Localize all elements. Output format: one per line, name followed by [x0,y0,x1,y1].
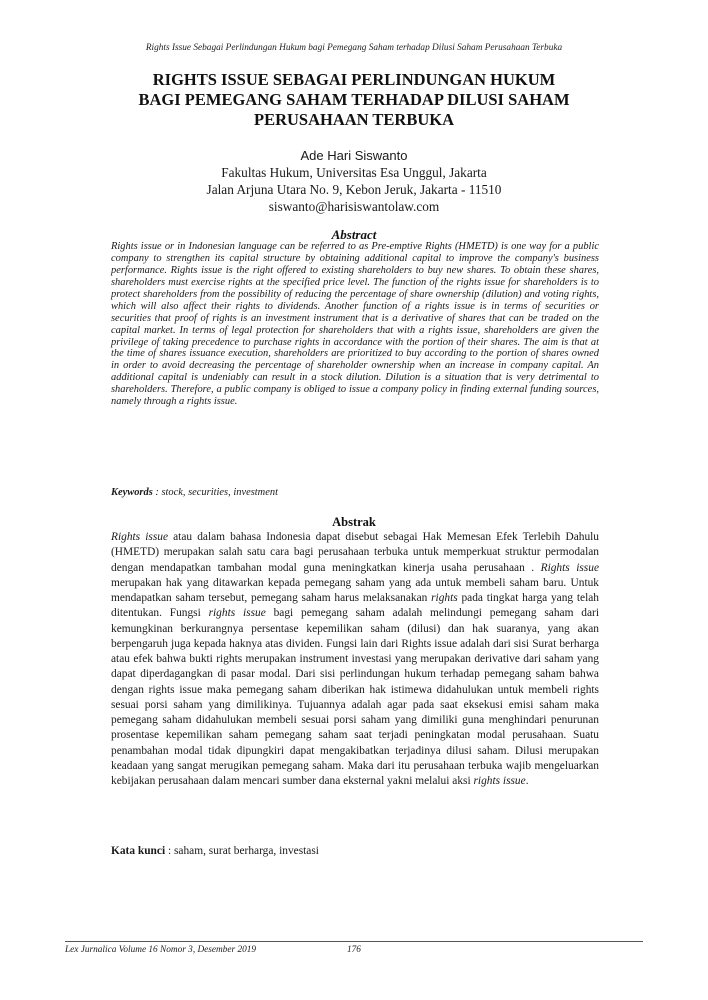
title-line-1: RIGHTS ISSUE SEBAGAI PERLINDUNGAN HUKUM [152,70,556,89]
kata-kunci-values: : saham, surat berharga, investasi [165,845,319,857]
author-email: siswanto@harisiswantolaw.com [268,199,440,214]
keywords-indonesian [111,845,599,857]
keywords-english [111,487,599,498]
abstrak-run: pada tingkat harga yang telah ditentukan. Fungsi [111,592,599,620]
abstrak-run: . [525,775,529,787]
abstrak-run: bagi pemegang saham adalah melindungi pemegang saham dari kemungkinan berkurangnya persentase kepemilikan saham (dilusi) dan hak suaranya, yang akan berpengaruh juga kepada haknya atas dividen. Fungsi lain dari Rights issue adalah dari sisi Surat berharga atau efek bahwa bukti rights merupakan instrument investasi yang merupakan derivative dari saham yang dapat diperdagangkan di pasar modal. Dari sisi perlindungan hukum terhadap pemegang saham bahwa dengan rights issue maka pemegang saham diberikan hak istimewa didahulukan untuk membeli rights sesuai porsi saham yang dimilikinya. Tujuannya adalah agar pada saat eksekusi emisi saham maka pemegang saham didahulukan membeli sesuai porsi saham yang dimiliki guna menghindari penurunan prosentase kepemilikan saham pemegang saham saat terjadi peningkatan modal perusahaan. Suatu penambahan modal tidak dipungkiri dapat mengakibatkan terjadinya dilusi saham. Dilusi merupakan keadaan yang sangat merugikan pemegang saham. Maka dari itu perusahaan terbuka wajib mengeluarkan kebijakan perusahaan dalam mencari sumber dana eksternal yakni melalui aksi [111,607,599,787]
abstrak-term-italic: Rights issue [111,531,169,543]
abstrak-term-italic: rights issue [208,607,266,620]
abstrak-run: merupakan hak yang ditawarkan kepada pemegang saham yang ada untuk membeli saham baru. Untuk mendapatkan saham tersebut, pemegang saham harus melaksanakan [111,576,599,604]
abstract-heading: Abstract [331,227,377,242]
author-affiliation: Fakultas Hukum, Universitas Esa Unggul, Jakarta [221,165,487,180]
abstract-text: Rights issue or in Indonesian language can be referred to as Pre-emptive Rights (HMETD) is one way for a public company to strengthen its capital structure by obtaining additional capital to improve the company's business performance. Rights issue is the right offered to existing shareholders to buy new shares. To obtain these shares, shareholders must exercise rights at the specified price level. The function of the rights issue for shareholders is to protect shareholders from the possibility of reducing the percentage of share ownership (dilution) and voting rights, which will also affect their rights to dividends. Another function of a rights issue is in terms of securities or securities that proof of rights is an investment instrument that is a derivative of shares that can be traded on the capital market. In terms of legal protection for shareholders that with a rights issue, shareholders are given the privilege of taking precedence to purchase rights in accordance with the portion of their shares. The aim is that at the time of shares issuance execution, shareholders are prioritized to buy according to the portion of shares owned in order to avoid decreasing the percentage of shareholder ownership when an increase in company capital. An additional capital is undeniably can result in a stock dilution. Dilution is a situation that is very detrimental to shareholders. Therefore, a public company is obliged to issue a company policy in finding external funding sources, namely through a rights issue. [111,241,599,408]
page-number: 176 [347,945,361,955]
abstrak-text [111,530,599,789]
abstrak-term-italic: Rights issue [540,561,599,574]
kata-kunci-label: Kata kunci [111,845,166,857]
abstrak-heading: Abstrak [332,515,376,529]
footer-divider [65,941,643,942]
footer-journal: Lex Jurnalica Volume 16 Nomor 3, Desember 2019 [65,945,257,955]
title-line-3: PERUSAHAAN TERBUKA [253,110,454,129]
running-header: Rights Issue Sebagai Perlindungan Hukum bagi Pemegang Saham terhadap Dilusi Saham Perusahaan Terbuka [145,43,563,53]
abstrak-term-italic: rights [431,592,458,604]
keywords-label: Keywords [111,487,153,498]
abstrak-term-italic: rights issue [473,775,526,787]
author-address: Jalan Arjuna Utara No. 9, Kebon Jeruk, Jakarta - 11510 [206,182,502,197]
title-line-2: BAGI PEMEGANG SAHAM TERHADAP DILUSI SAHAM [138,90,570,109]
abstrak-run: atau dalam bahasa Indonesia dapat disebut sebagai Hak Memesan Efek Terlebih Dahulu (HMETD) merupakan salah satu cara bagi perusahaan terbuka untuk memperkuat struktur permodalan dengan mendapatkan tambahan modal guna meningkatkan kinerja usaha perusahaan . [111,531,599,574]
author-name: Ade Hari Siswanto [300,148,408,163]
keywords-values: : stock, securities, investment [152,487,278,498]
author-block [60,147,648,215]
paper-title [60,70,648,130]
